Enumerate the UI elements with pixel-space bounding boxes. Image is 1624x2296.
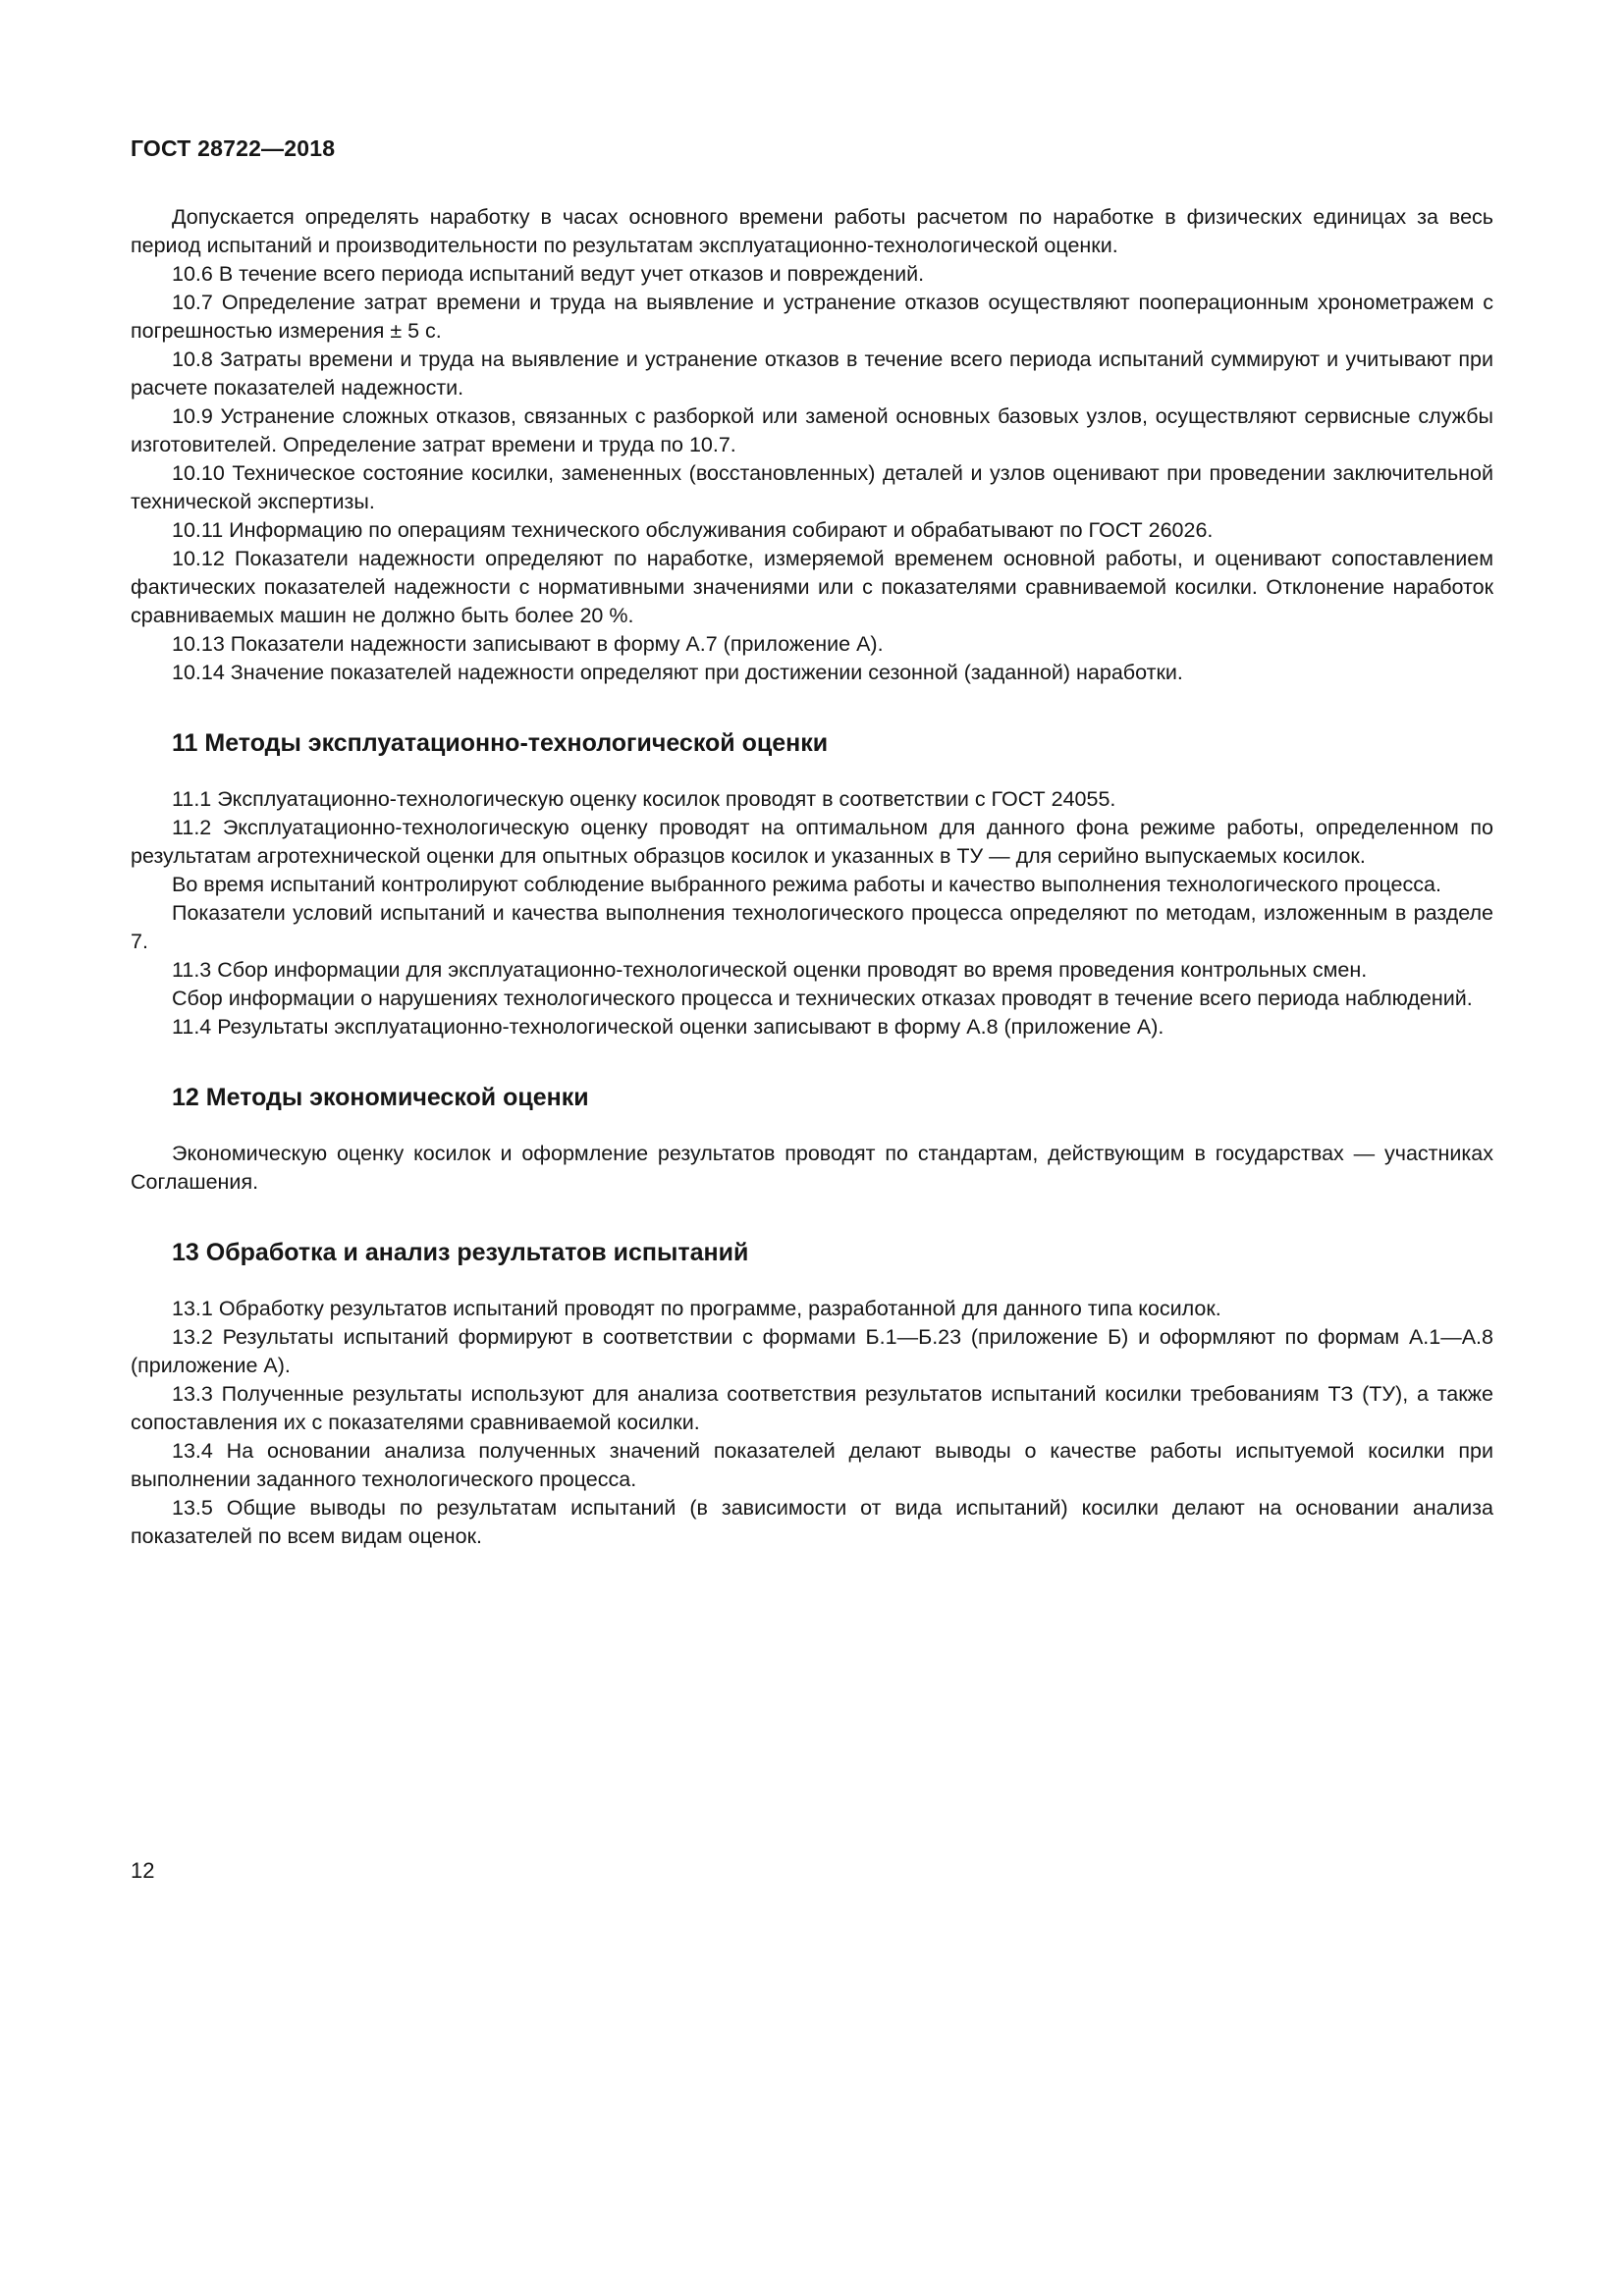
- section-heading: 13 Обработка и анализ результатов испытаний: [172, 1239, 749, 1266]
- paragraph: 13.3 Полученные результаты используют для анализа соответствия результатов испытаний косилки требованиям ТЗ (ТУ), а также сопоставления их с показателями сравниваемой косилки.: [131, 1382, 1493, 1434]
- document-body: [131, 203, 1493, 1551]
- paragraph: 11.3 Сбор информации для эксплуатационно-технологической оценки проводят во время проведения контрольных смен.: [172, 958, 1368, 982]
- paragraph: 11.2 Эксплуатационно-технологическую оценку проводят на оптимальном для данного фона режиме работы, определенном по результатам агротехнической оценки для опытных образцов косилок и указанных в ТУ — для серийно выпускаемых косилок.: [131, 816, 1493, 868]
- paragraph: 10.6 В течение всего периода испытаний ведут учет отказов и повреждений.: [172, 262, 925, 286]
- paragraph: Сбор информации о нарушениях технологического процесса и технических отказах проводят в течение всего периода наблюдений.: [172, 987, 1473, 1010]
- paragraph: 10.11 Информацию по операциям технического обслуживания собирают и обрабатывают по ГОСТ 26026.: [172, 518, 1214, 542]
- paragraph: 13.1 Обработку результатов испытаний проводят по программе, разработанной для данного типа косилок.: [172, 1297, 1221, 1320]
- paragraph: 10.13 Показатели надежности записывают в форму А.7 (приложение А).: [172, 632, 884, 656]
- paragraph: 10.9 Устранение сложных отказов, связанных с разборкой или заменой основных базовых узлов, осуществляют сервисные службы изготовителей. Определение затрат времени и труда по 10.7.: [131, 404, 1493, 456]
- paragraph: 11.1 Эксплуатационно-технологическую оценку косилок проводят в соответствии с ГОСТ 24055.: [172, 787, 1116, 811]
- paragraph: 10.14 Значение показателей надежности определяют при достижении сезонной (заданной) наработки.: [172, 661, 1183, 684]
- section-heading: 12 Методы экономической оценки: [172, 1084, 589, 1111]
- paragraph: Показатели условий испытаний и качества выполнения технологического процесса определяют по методам, изложенным в разделе 7.: [131, 901, 1493, 953]
- paragraph: 10.10 Техническое состояние косилки, замененных (восстановленных) деталей и узлов оценивают при проведении заключительной технической экспертизы.: [131, 461, 1493, 513]
- paragraph: 10.7 Определение затрат времени и труда на выявление и устранение отказов осуществляют пооперационным хронометражем с погрешностью измерения ± 5 с.: [131, 291, 1493, 343]
- paragraph: Во время испытаний контролируют соблюдение выбранного режима работы и качество выполнения технологического процесса.: [172, 873, 1441, 896]
- document-header: ГОСТ 28722—2018: [131, 135, 336, 161]
- section-heading: 11 Методы эксплуатационно-технологической оценки: [172, 729, 829, 757]
- paragraph: 13.4 На основании анализа полученных значений показателей делают выводы о качестве работы испытуемой косилки при выполнении заданного технологического процесса.: [131, 1439, 1493, 1491]
- paragraph: 13.2 Результаты испытаний формируют в соответствии с формами Б.1—Б.23 (приложение Б) и оформляют по формам А.1—А.8 (приложение А).: [131, 1325, 1493, 1377]
- paragraph: 10.8 Затраты времени и труда на выявление и устранение отказов в течение всего периода испытаний суммируют и учитывают при расчете показателей надежности.: [131, 347, 1493, 400]
- paragraph: 13.5 Общие выводы по результатам испытаний (в зависимости от вида испытаний) косилки делают на основании анализа показателей по всем видам оценок.: [131, 1496, 1493, 1548]
- paragraph: Экономическую оценку косилок и оформление результатов проводят по стандартам, действующим в государствах — участниках Соглашения.: [131, 1142, 1493, 1194]
- paragraph: 10.12 Показатели надежности определяют по наработке, измеряемой временем основной работы, и оценивают сопоставлением фактических показателей надежности с нормативными значениями или с показателями сравниваемой косилки. Отклонение наработок сравниваемых машин не должно быть более 20 %.: [131, 547, 1493, 627]
- paragraph: 11.4 Результаты эксплуатационно-технологической оценки записывают в форму А.8 (приложение А).: [172, 1015, 1164, 1039]
- page-number: 12: [131, 1858, 155, 1883]
- paragraph: Допускается определять наработку в часах основного времени работы расчетом по наработке в физических единицах за весь период испытаний и производительности по результатам эксплуатационно-технологической оценки.: [131, 205, 1493, 257]
